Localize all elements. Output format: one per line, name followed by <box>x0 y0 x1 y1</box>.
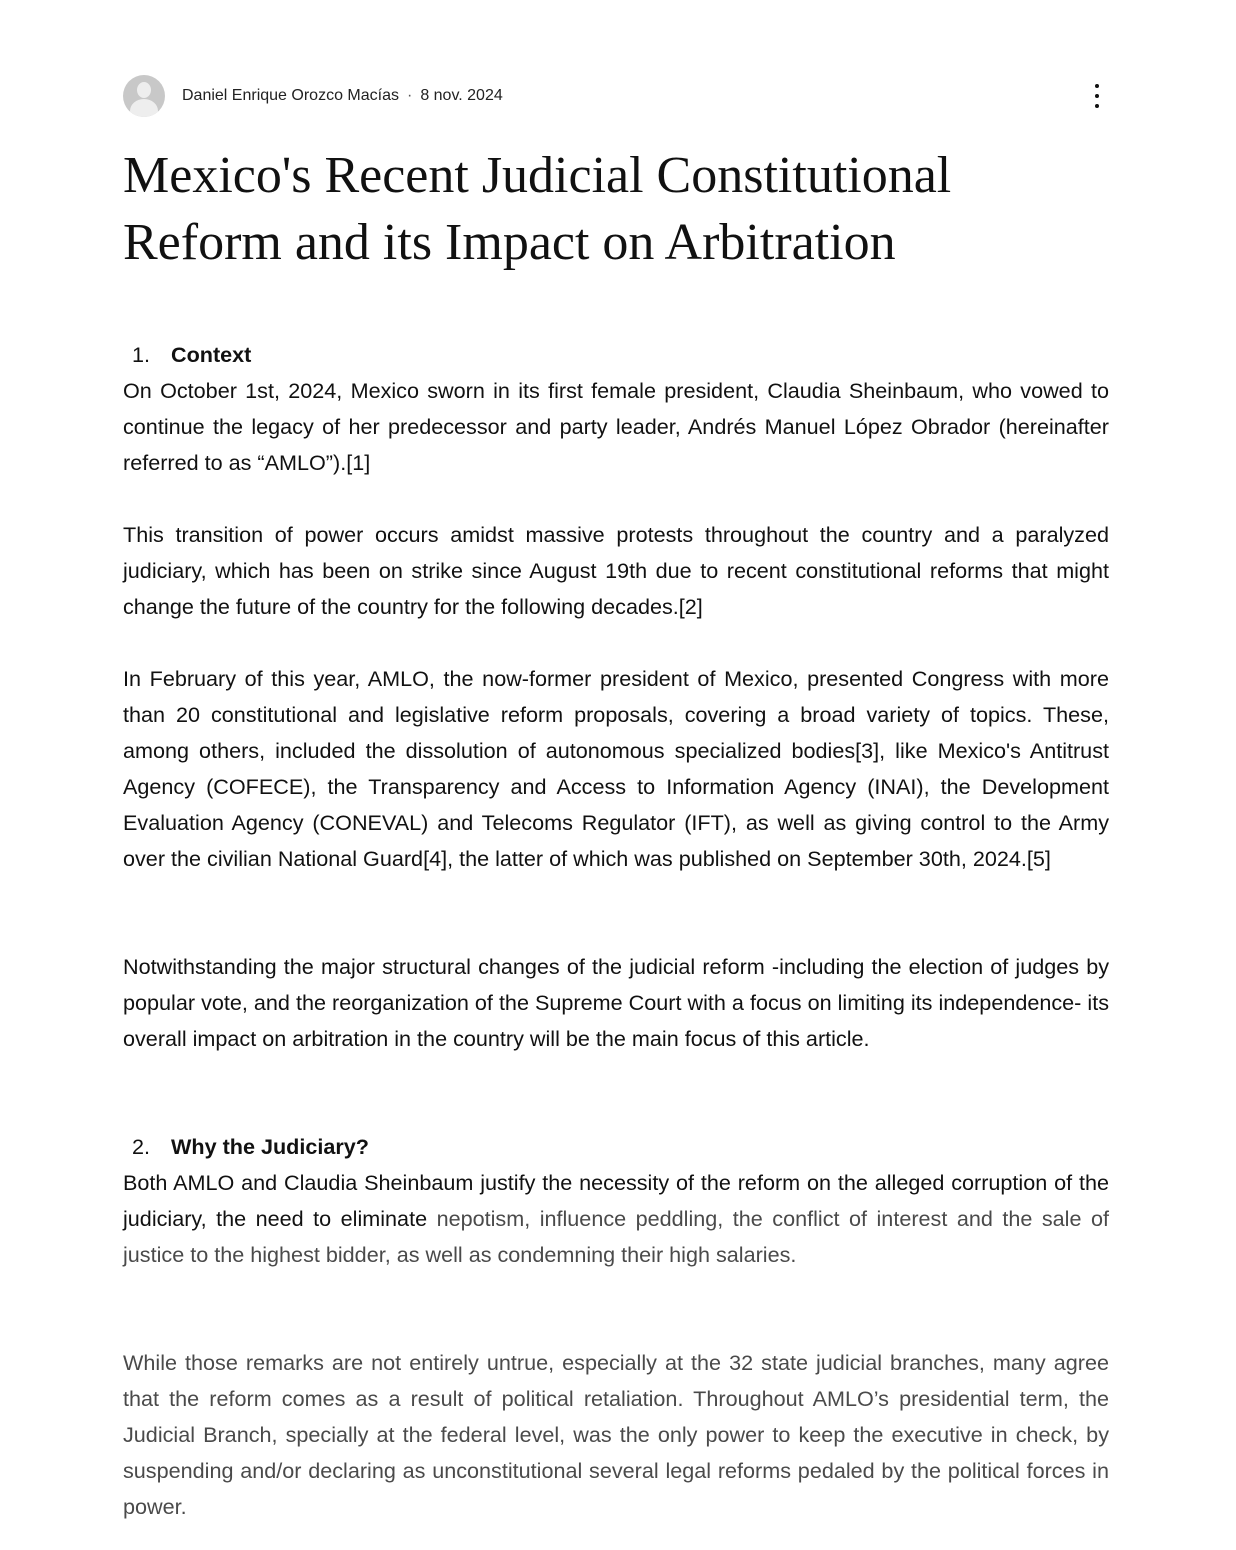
post-date: 8 nov. 2024 <box>420 87 503 104</box>
paragraph: While those remarks are not entirely untrue, especially at the 32 state judicial branches, many agree that the reform comes as a result of political retaliation. Throughout AMLO’s presidential term, the Judicial Branch, specially at the federal level, was the only power to keep the executive in check, by suspending and/or declaring as unconstitutional several legal reforms pedaled by the political forces in power. <box>123 1350 1109 1519</box>
post-title: Mexico's Recent Judicial Constitutional Reform and its Impact on Arbitration <box>123 147 952 271</box>
avatar-shoulders-shape <box>130 99 158 117</box>
paragraph: Notwithstanding the major structural changes of the judicial reform -including the election of judges by popular vote, and the reorganization of the Supreme Court with a focus on limiting its independence- its overall impact on arbitration in the country will be the main focus of this article. <box>123 954 1109 1051</box>
post-meta-text <box>182 87 503 105</box>
section-heading-context <box>123 337 1109 373</box>
section-title: Context <box>171 342 252 367</box>
section-heading-why-judiciary <box>123 1129 1109 1165</box>
paragraph-block <box>123 517 1109 625</box>
avatar-head-shape <box>137 82 151 98</box>
more-dot <box>1095 104 1099 108</box>
section-number: 2. <box>132 1134 151 1159</box>
paragraph: On October 1st, 2024, Mexico sworn in its first female president, Claudia Sheinbaum, who vowed to continue the legacy of her predecessor and party leader, Andrés Manuel López Obrador (hereinafter referred to as “AMLO”).[1] <box>123 378 1109 475</box>
author-avatar[interactable] <box>123 75 165 117</box>
more-dot <box>1095 84 1099 88</box>
more-vertical-icon[interactable] <box>1089 84 1105 108</box>
paragraph-block <box>123 1345 1109 1525</box>
post-meta-row <box>123 74 1109 118</box>
paragraph-block <box>123 949 1109 1057</box>
paragraph-text: Both AMLO and Claudia Sheinbaum justify the necessity of the reform on the alleged corruption of the judiciary, the need to eliminate <box>123 1170 1109 1231</box>
paragraph: In February of this year, AMLO, the now-former president of Mexico, presented Congress with more than 20 constitutional and legislative reform proposals, covering a broad variety of topics. These, among others, included the dissolution of autonomous specialized bodies[3], like Mexico's Antitrust Agency (COFECE), the Transparency and Access to Information Agency (INAI), the Development Evaluation Agency (CONEVAL) and Telecoms Regulator (IFT), as well as giving control to the Army over the civilian National Guard[4], the latter of which was published on September 30th, 2024.[5] <box>123 666 1109 871</box>
meta-separator: · <box>406 87 413 104</box>
paragraph-text-muted: nepotism, influence peddling, the conflict of interest and the sale of justice to the highest bidder, as well as condemning their high salaries. <box>123 1206 1109 1267</box>
paragraph-block <box>123 373 1109 481</box>
paragraph-block <box>123 1165 1109 1273</box>
section-title: Why the Judiciary? <box>171 1134 369 1159</box>
paragraph-block <box>123 661 1109 877</box>
paragraph <box>123 1165 1109 1273</box>
author-name[interactable]: Daniel Enrique Orozco Macías <box>182 87 399 104</box>
paragraph: This transition of power occurs amidst massive protests throughout the country and a paralyzed judiciary, which has been on strike since August 19th due to recent constitutional reforms that might change the future of the country for the following decades.[2] <box>123 522 1109 619</box>
section-number: 1. <box>132 342 151 367</box>
more-dot <box>1095 94 1099 98</box>
